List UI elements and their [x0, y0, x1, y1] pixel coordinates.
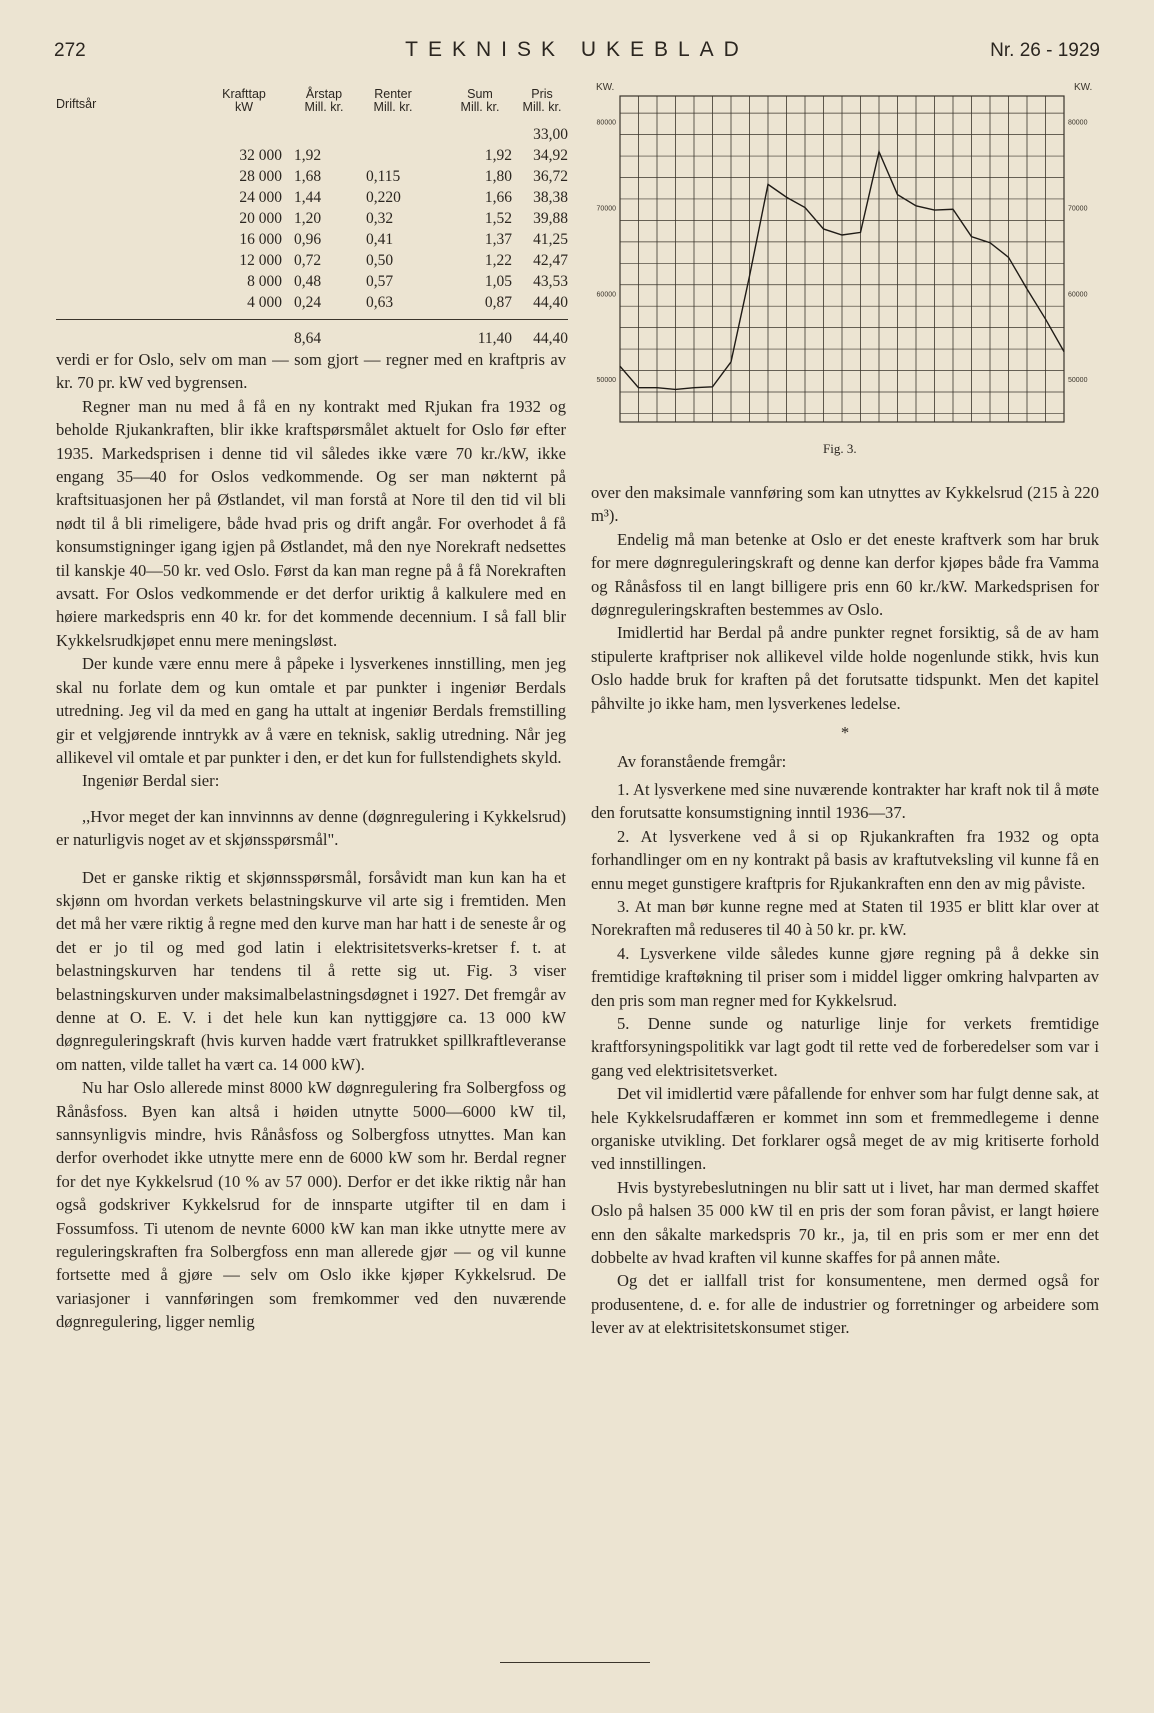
col-pris-header-2: Mill. kr. [522, 100, 562, 114]
table-row [56, 208, 568, 229]
y-axis-label-right: KW. [1074, 82, 1093, 93]
pris-cell: 41,25 [533, 231, 568, 248]
conclusion-list [591, 778, 1099, 1082]
list-item: 4. Lysverkene vilde således kunne gjøre regning på å dekke sin fremtidige kraftøkning til priser som i middel ligger omkring halvparten av den pris som man regner med for Kykkelsrud. [591, 943, 1099, 1010]
issue-number: Nr. 26 - 1929 [990, 40, 1100, 61]
sum-cell: 0,87 [484, 294, 512, 311]
pris-cell: 36,72 [533, 168, 568, 185]
sum-cell: 1,22 [484, 252, 512, 269]
paragraph: Hvis bystyrebeslutningen nu blir satt ut i livet, har man dermed skaffet Oslo på halsen 35 000 kW til en pris der som foran påvist, er langt høiere enn den såkalte markedspris 70 kr., ja, til en pris som er mer enn det dobbelte av hvad kraften vil kunne skaffes for på annen måte. [591, 1177, 1099, 1267]
table-divider [56, 319, 568, 320]
cost-table [56, 84, 568, 349]
col-arstap-header [284, 88, 364, 114]
renter-cell: 0,115 [366, 168, 401, 185]
paragraph: Av foranstående fremgår: [617, 752, 787, 772]
y-tick-label-left: 70000 [596, 205, 616, 213]
total-sum: 11,40 [477, 330, 512, 347]
col-renter-header-1: Renter [374, 87, 412, 101]
quotation: ,,Hvor meget der kan innvinnns av denne (døgnregulering i Kykkelsrud) er naturligvis noget av et skjønsspørsmål". [56, 806, 566, 850]
sum-cell: 1,05 [484, 273, 512, 290]
pris-cell: 38,38 [533, 189, 568, 206]
y-tick-label-right: 70000 [1068, 205, 1088, 213]
table-header [56, 84, 568, 124]
arstap-cell: 1,20 [294, 210, 322, 227]
kw-cell: 4 000 [247, 294, 282, 311]
arstap-cell: 0,24 [294, 294, 322, 311]
load-curve-chart [584, 76, 1104, 456]
table-row [56, 250, 568, 271]
col-renter-header-2: Mill. kr. [373, 100, 413, 114]
left-column [56, 348, 566, 1334]
kw-cell: 20 000 [239, 210, 282, 227]
list-item: 5. Denne sunde og naturlige linje for verkets fremtidige kraftforsyningspolitikk var lagt godt til rette ved de forberedelser som var i gang ved elektrisitetsverket. [591, 1013, 1099, 1080]
total-arstap: 8,64 [294, 330, 322, 347]
sum-cell: 1,80 [484, 168, 512, 185]
y-axis-label-left: KW. [596, 82, 615, 93]
table-row [56, 124, 568, 145]
kw-cell: 8 000 [247, 273, 282, 290]
paragraph: over den maksimale vannføring som kan utnyttes av Kykkelsrud (215 à 220 m³). [591, 483, 1099, 526]
paragraph: Regner man nu med å få en ny kontrakt med Rjukan fra 1932 og beholde Rjukankraften, blir ikke kraftspørsmålet aktuelt for Oslo før efter 1935. Markedsprisen i denne tid vil således ikke være 70 kr./kW, ikke engang 35—40 for Oslos vedkommende. Og ser man nøkternt på kraftsituasjonen her på Østlandet, vil man forstå at Nore til den tid vil bli nødt til å bli rimeligere, både hvad pris og drift angår. For overhodet å få konsumstigninger igang igjen på Østlandet, må den nye Norekraft nedsettes til kanskje 40—50 kr. ved Oslo. Først da kan man regne på å få Norekraften avsatt. For Oslos vedkommende er det derfor uriktig å kalkulere med en høiere markedspris enn 40 kr. for det kommende decennium. I så fall blir Kykkelsrudkjøpet ennu mere meningsløst. [56, 396, 566, 650]
page-number: 272 [54, 40, 86, 61]
kw-cell: 32 000 [239, 147, 282, 164]
pris-cell: 44,40 [533, 294, 568, 311]
kw-cell: 12 000 [239, 252, 282, 269]
paragraph: Der kunde være ennu mere å påpeke i lysverkenes innstilling, men jeg skal nu forlate dem og kun omtale et par punkter i ingeniør Berdals utredning. Jeg vil da med en gang ha uttalt at ingeniør Berdals fremstilling gir et velgjørende inntrykk av å være en teknisk, saklig utredning. Når jeg allikevel vil omtale et par punkter i den, er det kun for fullstendighets skyld. [56, 654, 566, 767]
y-tick-label-left: 50000 [596, 377, 616, 385]
col-pris-header-1: Pris [531, 87, 553, 101]
pris-cell: 39,88 [533, 210, 568, 227]
arstap-cell: 1,68 [294, 168, 322, 185]
renter-cell: 0,57 [366, 273, 394, 290]
renter-cell: 0,41 [366, 231, 394, 248]
figure-caption: Fig. 3. [823, 441, 857, 456]
renter-cell: 0,50 [366, 252, 394, 269]
table-row [56, 271, 568, 292]
table-row [56, 166, 568, 187]
col-pris-header [512, 88, 572, 114]
sum-cell: 1,37 [484, 231, 512, 248]
arstap-cell: 0,96 [294, 231, 322, 248]
end-rule [500, 1662, 650, 1663]
arstap-cell: 0,72 [294, 252, 322, 269]
arstap-cell: 1,92 [294, 147, 322, 164]
col-year-header: Driftsår [56, 97, 97, 111]
list-item: 1. At lysverkene med sine nuværende kontrakter har kraft nok til å møte den forutsatte konsumstigning inntil 1936—37. [591, 779, 1099, 823]
kw-cell: 16 000 [239, 231, 282, 248]
table-total-row [56, 328, 568, 349]
pris-cell: 42,47 [533, 252, 568, 269]
right-column [591, 481, 1099, 1340]
renter-cell: 0,220 [366, 189, 401, 206]
col-sum-header-1: Sum [467, 87, 493, 101]
paragraph: Imidlertid har Berdal på andre punkter regnet forsiktig, så de av ham stipulerte kraftpriser nok allikevel vilde holde nogenlunde stikk, hvis kun Oslo hadde bruk for kraften på det forutsatte tidspunkt. Men det kapitel påhvilte jo ikke ham, men lysverkenes ledelse. [591, 623, 1099, 713]
pris-cell: 34,92 [533, 147, 568, 164]
total-pris: 44,40 [533, 330, 568, 347]
table-row [56, 229, 568, 250]
journal-title: TEKNISK UKEBLAD [405, 38, 749, 61]
section-divider-star: * [840, 723, 850, 743]
y-tick-label-left: 80000 [596, 119, 616, 127]
arstap-cell: 0,48 [294, 273, 322, 290]
col-sum-header [444, 88, 516, 114]
table-row [56, 292, 568, 313]
renter-cell: 0,32 [366, 210, 394, 227]
kw-cell: 28 000 [239, 168, 282, 185]
list-item: 3. At man bør kunne regne med at Staten til 1935 er blitt klar over at Norekraften må reduseres til 40 à 50 kr. pr. kW. [591, 896, 1099, 940]
col-kw-header [204, 88, 284, 114]
y-tick-label-left: 60000 [596, 291, 616, 299]
sum-cell: 1,66 [484, 189, 512, 206]
sum-cell: 1,92 [484, 147, 512, 164]
list-item: 2. At lysverkene ved å si op Rjukankraften fra 1932 og opta forhandlinger om en ny kontrakt på basis av kraftutveksling vil kunne få en ennu meget gunstigere kraftpris for Rjukankraften enn den av mig påviste. [591, 826, 1099, 893]
pris-cell: 33,00 [533, 126, 568, 143]
paragraph: verdi er for Oslo, selv om man — som gjort — regner med en kraftpris av kr. 70 pr. kW ved bygrensen. [56, 350, 566, 393]
kw-cell: 24 000 [239, 189, 282, 206]
paragraph: Det vil imidlertid være påfallende for enhver som har fulgt denne sak, at hele Kykkelsrudaffæren er kommet inn som et fremmedlegeme i denne organiske utvikling. Det forklarer også meget de av mig kritiserte forhold ved innstillingen. [591, 1084, 1099, 1174]
y-tick-label-right: 80000 [1068, 119, 1088, 127]
col-renter-header [358, 88, 428, 114]
load-curve-figure [584, 76, 1104, 456]
sum-cell: 1,52 [484, 210, 512, 227]
table-row [56, 145, 568, 166]
paragraph: Nu har Oslo allerede minst 8000 kW døgnregulering fra Solbergfoss og Rånåsfoss. Byen kan altså i høiden utnytte 5000—6000 kW til, sannsynligvis mindre, hvis Rånåsfoss og Solbergfoss utnyttes. Man kan derfor overhodet ikke utnytte mere enn de 6000 kW som hr. Berdal regner for det nye Kykkelsrud (10 % av 57 000). Derfor er det ikke riktig når han også godskriver Kykkelsrud for de innsparte utgifter til en dam i Fossumfoss. Ti utenom de nevnte 6000 kW kan man ikke utnytte mere av reguleringskraften fra Solbergfoss enn man allerede gjør — og vil kunne fortsette med å gjøre — selv om Oslo ikke kjøper Kykkelsrud. De variasjoner i vannføringen som fremkommer ved den nuværende døgnregulering, ligger nemlig [56, 1078, 566, 1332]
paragraph: Det er ganske riktig et skjønnsspørsmål, forsåvidt man kun kan ha et skjønn om hvordan verkets belastningskurve vil arte sig i fremtiden. Men det må her være riktig å regne med den kurve man har hatt i de seneste år og det er jo til og med god latin i elektrisitetsverks-kretser f. t. at belastningskurven har tendens til å rette sig ut. Fig. 3 viser belastningskurven under maksimalbelastningsdøgnet i 1927. Det fremgår av denne at O. E. V. i det hele kun kan nyttiggjøre ca. 13 000 kW døgnreguleringskraft (hvis kurven hadde vært fratrukket spillkraftleveranse om natten, vilde tallet ha vært ca. 14 000 kW). [56, 867, 566, 1074]
arstap-cell: 1,44 [294, 189, 322, 206]
y-tick-label-right: 50000 [1068, 377, 1088, 385]
pris-cell: 43,53 [533, 273, 568, 290]
col-arstap-header-2: Mill. kr. [304, 100, 344, 114]
y-tick-label-right: 60000 [1068, 291, 1088, 299]
col-kw-header-2: kW [234, 100, 254, 114]
col-arstap-header-1: Årstap [305, 87, 343, 101]
table-row [56, 187, 568, 208]
col-sum-header-2: Mill. kr. [460, 100, 500, 114]
paragraph: Og det er iallfall trist for konsumentene, men dermed også for produsentene, d. e. for alle de industrier og forretninger og arbeidere som lever av at elektrisitetskonsumet stiger. [591, 1271, 1099, 1338]
paragraph: Endelig må man betenke at Oslo er det eneste kraftverk som har bruk for mere døgnreguleringskraft og denne kan derfor kjøpes både fra Vamma og Rånåsfoss til en langt billigere pris enn 60 kr./kW. Markedsprisen for døgnreguleringskraften bestemmes av Oslo. [591, 529, 1099, 620]
table-body [56, 124, 568, 313]
col-kw-header-1: Krafttap [222, 87, 266, 101]
renter-cell: 0,63 [366, 294, 394, 311]
paragraph: Ingeniør Berdal sier: [82, 771, 220, 791]
